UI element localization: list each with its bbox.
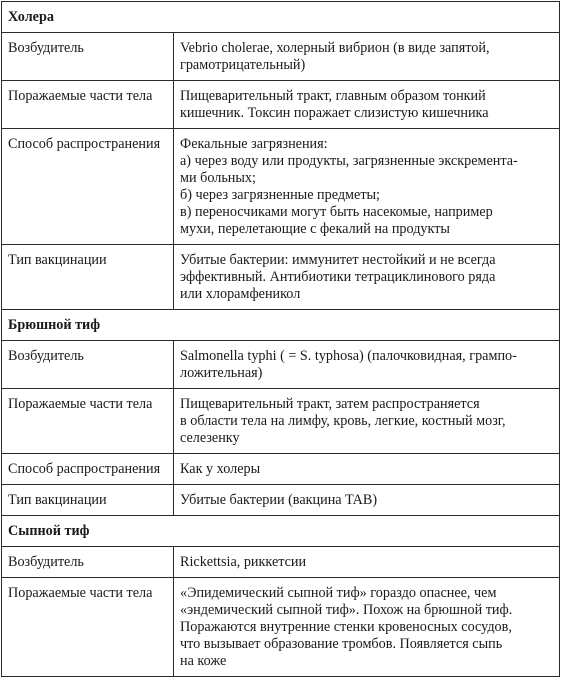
row-label: Способ распространения [2, 129, 174, 245]
value-line: «эндемический сыпной тиф». Похож на брюшной тиф. [180, 602, 513, 618]
value-line: «Эпидемический сыпной тиф» гораздо опаснее, чем [180, 585, 497, 601]
section-title: Брюшной тиф [2, 310, 560, 341]
table-row [2, 245, 560, 310]
row-label: Тип вакцинации [2, 485, 174, 516]
table-row [2, 81, 560, 129]
value-line: Убитые бактерии: иммунитет нестойкий и не всегда [180, 252, 496, 268]
row-label: Возбудитель [2, 341, 174, 389]
section-header-row [2, 2, 560, 33]
value-line: Поражаются внутренние стенки кровеносных сосудов, [180, 619, 512, 635]
row-label: Возбудитель [2, 547, 174, 578]
row-value [174, 454, 560, 485]
value-line: б) через загрязненные предметы; [180, 187, 380, 203]
value-line: Как у холеры [180, 461, 261, 477]
row-label: Поражаемые части тела [2, 578, 174, 677]
value-line: ми больных; [180, 170, 256, 186]
value-line: в) переносчиками могут быть насекомые, например [180, 204, 493, 220]
table-body [2, 2, 560, 677]
row-value [174, 81, 560, 129]
value-line: Vebrio cholerae, холерный вибрион (в виде запятой, [180, 40, 490, 56]
value-line: кишечник. Токсин поражает слизистую кишечника [180, 105, 489, 121]
value-line: грамотрицательный) [180, 57, 306, 73]
row-value [174, 341, 560, 389]
table-row [2, 389, 560, 454]
value-line: ложительная) [180, 365, 263, 381]
row-value [174, 578, 560, 677]
value-line: или хлорамфеникол [180, 286, 301, 302]
row-label: Тип вакцинации [2, 245, 174, 310]
table-row [2, 33, 560, 81]
value-line: эффективный. Антибиотики тетрациклинового ряда [180, 269, 496, 285]
row-label: Поражаемые части тела [2, 81, 174, 129]
value-line: Пищеварительный тракт, затем распространяется [180, 396, 480, 412]
section-title: Сыпной тиф [2, 516, 560, 547]
row-value [174, 245, 560, 310]
row-label: Возбудитель [2, 33, 174, 81]
value-line: Фекальные загрязнения: [180, 136, 328, 152]
row-value [174, 389, 560, 454]
value-line: мухи, перелетающие с фекалий на продукты [180, 221, 450, 237]
section-header-row [2, 516, 560, 547]
table-row [2, 547, 560, 578]
value-line: Salmonella typhi ( = S. typhosa) (палочковидная, грампо- [180, 348, 517, 364]
value-line: на коже [180, 653, 227, 669]
table-row [2, 485, 560, 516]
value-line: Rickettsia, риккетсии [180, 554, 307, 570]
row-value [174, 33, 560, 81]
value-line: что вызывает образование тромбов. Появляется сыпь [180, 636, 503, 652]
row-label: Поражаемые части тела [2, 389, 174, 454]
table-row [2, 454, 560, 485]
table-row [2, 129, 560, 245]
table-row [2, 341, 560, 389]
row-value [174, 547, 560, 578]
disease-table [1, 1, 560, 677]
row-label: Способ распространения [2, 454, 174, 485]
row-value [174, 485, 560, 516]
value-line: а) через воду или продукты, загрязненные экскремента- [180, 153, 518, 169]
section-header-row [2, 310, 560, 341]
value-line: в области тела на лимфу, кровь, легкие, костный мозг, [180, 413, 506, 429]
value-line: Пищеварительный тракт, главным образом тонкий [180, 88, 486, 104]
value-line: Убитые бактерии (вакцина TAB) [180, 492, 378, 508]
row-value [174, 129, 560, 245]
section-title: Холера [2, 2, 560, 33]
value-line: селезенку [180, 430, 240, 446]
table-row [2, 578, 560, 677]
